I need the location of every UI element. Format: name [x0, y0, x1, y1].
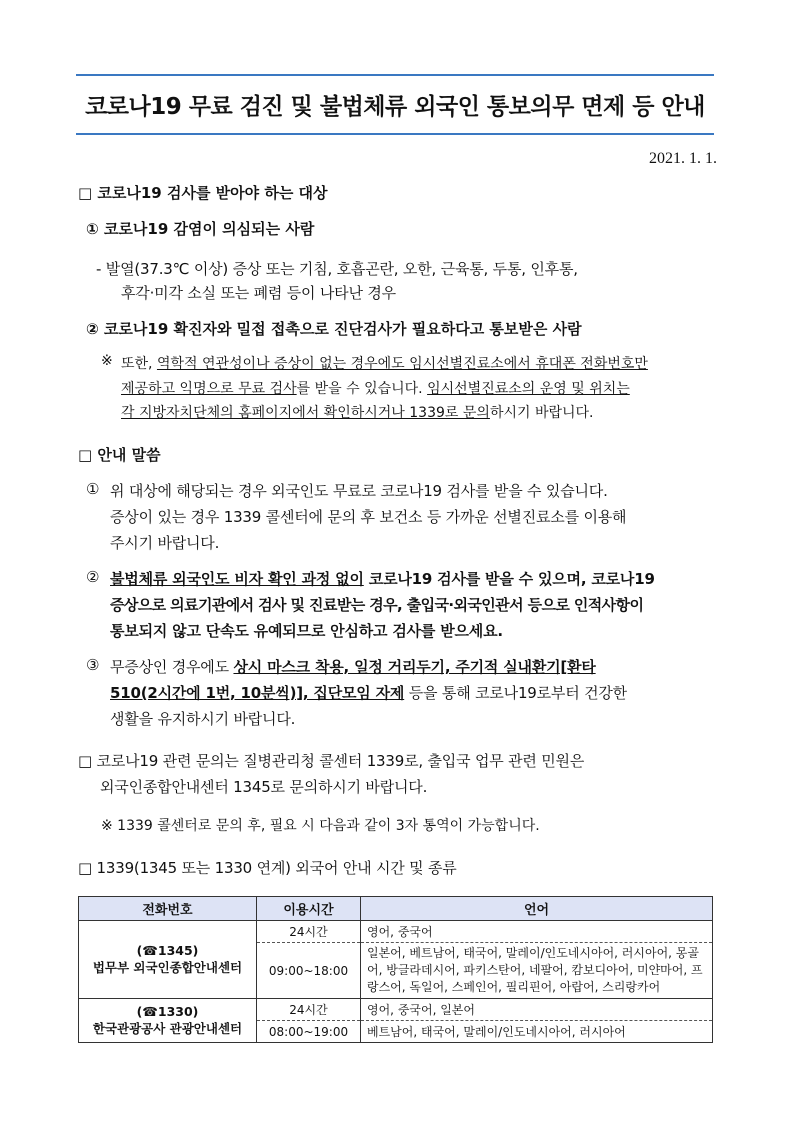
notice-1-line3: 주시기 바랍니다.	[110, 534, 220, 552]
moj-lang-2: 일본어, 베트남어, 태국어, 말레이/인도네시아어, 러시아어, 몽골어, 방글라데시어, 파키스탄어, 네팔어, 캄보디아어, 미얀마어, 프랑스어, 독일어, 스페인어, 필리핀어, 아랍어, 스리랑카어	[361, 943, 713, 999]
section-heading-targets: □ 코로나19 검사를 받아야 하는 대상	[78, 184, 328, 202]
inquiry-line2: 외국인종합안내센터 1345로 문의하시기 바랍니다.	[100, 778, 428, 796]
note-line-2	[121, 378, 630, 398]
center-kto	[79, 999, 257, 1043]
notice-1-line1: 위 대상에 해당되는 경우 외국인도 무료로 코로나19 검사를 받을 수 있습니다.	[110, 482, 608, 500]
notice-2-line1-rest: 코로나19 검사를 받을 수 있으며, 코로나19	[363, 570, 655, 588]
note-line-2-emphasis-2: 임시선별진료소의 운영 및 위치는	[427, 381, 630, 397]
notice-2-line2: 증상으로 의료기관에서 검사 및 진료받는 경우, 출입국·외국인관서 등으로 인적사항이	[110, 596, 644, 614]
note-line-1	[121, 353, 648, 373]
page-title: 코로나19 무료 검진 및 불법체류 외국인 통보의무 면제 등 안내	[85, 94, 705, 120]
title-bottom-rule	[76, 133, 714, 135]
section-heading-languages: □ 1339(1345 또는 1330 연계) 외국어 안내 시간 및 종류	[78, 859, 457, 877]
notice-3-line1-prefix: 무증상인 경우에도	[110, 658, 234, 676]
note-line-3-emphasis: 각 지방자치단체의 홈페이지에서 확인하시거나 1339로 문의	[121, 405, 490, 421]
center-moj	[79, 921, 257, 999]
kto-hours-2: 08:00~19:00	[257, 1021, 361, 1043]
notice-3-line1-emphasis: 상시 마스크 착용, 일정 거리두기, 주기적 실내환기[환타	[233, 658, 596, 676]
note-line-1-prefix: 또한,	[121, 356, 157, 372]
table-row	[79, 921, 713, 943]
target-item-1-detail-line2: 후각·미각 소실 또는 폐렴 등이 나타난 경우	[121, 284, 396, 302]
notice-1-line2: 증상이 있는 경우 1339 콜센터에 문의 후 보건소 등 가까운 선별진료소를 이용해	[110, 508, 627, 526]
center-moj-name: 법무부 외국인종합안내센터	[92, 960, 243, 975]
notice-3-line1	[110, 656, 596, 677]
table-header-row	[79, 897, 713, 921]
table-row	[79, 999, 713, 1021]
header-phone: 전화번호	[79, 897, 257, 921]
moj-hours-1: 24시간	[257, 921, 361, 943]
note-line-3-suffix: 하시기 바랍니다.	[489, 405, 594, 421]
note-line-2-middle: 를 받을 수 있습니다.	[296, 381, 428, 397]
header-hours: 이용시간	[257, 897, 361, 921]
notice-3-line3: 생활을 유지하시기 바랍니다.	[110, 710, 296, 728]
note-line-1-emphasis: 역학적 연관성이나 증상이 없는 경우에도 임시선별진료소에서 휴대폰 전화번호만	[156, 356, 648, 372]
language-service-table	[78, 896, 713, 1043]
target-item-1: ① 코로나19 감염이 의심되는 사람	[86, 220, 315, 238]
kto-lang-1: 영어, 중국어, 일본어	[361, 999, 713, 1021]
notice-2-line1-emphasis: 불법체류 외국인도 비자 확인 과정 없이	[110, 570, 364, 588]
moj-hours-2: 09:00~18:00	[257, 943, 361, 999]
notice-2-line3: 통보되지 않고 단속도 유예되므로 안심하고 검사를 받으세요.	[110, 622, 503, 640]
notice-2-line1	[110, 568, 655, 589]
note-mark: ※	[101, 353, 113, 369]
notice-1-num: ①	[86, 480, 100, 498]
notice-3-line2-rest: 등을 통해 코로나19로부터 건강한	[404, 684, 627, 702]
notice-3-line2	[110, 682, 627, 703]
kto-hours-1: 24시간	[257, 999, 361, 1021]
title-top-rule	[76, 74, 714, 76]
note-line-3	[121, 402, 594, 422]
note-line-2-emphasis: 제공하고 익명으로 무료 검사	[121, 381, 297, 397]
center-kto-phone: (☎1330)	[136, 1004, 199, 1019]
interpretation-note: ※ 1339 콜센터로 문의 후, 필요 시 다음과 같이 3자 통역이 가능합니다.	[101, 818, 540, 834]
moj-lang-1: 영어, 중국어	[361, 921, 713, 943]
notice-3-num: ③	[86, 656, 100, 674]
inquiry-line1: □ 코로나19 관련 문의는 질병관리청 콜센터 1339로, 출입국 업무 관련 민원은	[78, 752, 585, 770]
notice-2-num: ②	[86, 568, 100, 586]
kto-lang-2: 베트남어, 태국어, 말레이/인도네시아어, 러시아어	[361, 1021, 713, 1043]
section-heading-notice: □ 안내 말씀	[78, 446, 161, 464]
notice-3-line2-emphasis: 510(2시간에 1번, 10분씩)], 집단모임 자제	[110, 684, 405, 702]
center-kto-name: 한국관광공사 관광안내센터	[92, 1021, 243, 1036]
header-language: 언어	[361, 897, 713, 921]
target-item-1-detail-line1: - 발열(37.3℃ 이상) 증상 또는 기침, 호흡곤란, 오한, 근육통, 두통, 인후통,	[96, 260, 578, 278]
target-item-2: ② 코로나19 확진자와 밀접 접촉으로 진단검사가 필요하다고 통보받은 사람	[86, 320, 582, 338]
document-date: 2021. 1. 1.	[649, 150, 717, 167]
center-moj-phone: (☎1345)	[136, 943, 199, 958]
